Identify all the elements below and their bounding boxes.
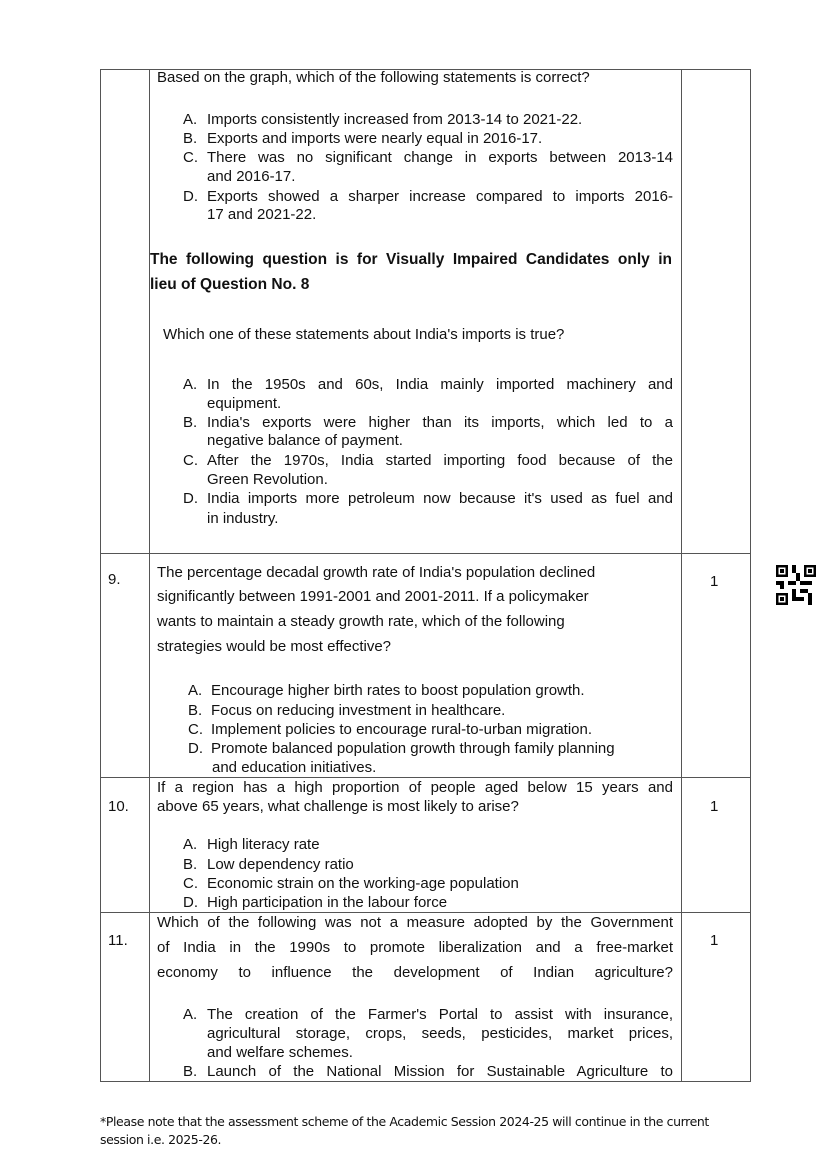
question-number: 11.: [108, 932, 128, 949]
option-letter: C.: [183, 452, 198, 469]
option-letter: B.: [183, 1063, 198, 1080]
vi-note: The following question is for Visually Impaired Candidates only in: [150, 251, 672, 268]
option-letter: B.: [188, 702, 203, 719]
option-letter: B.: [183, 414, 198, 431]
option-text: Economic strain on the working-age population: [207, 875, 519, 892]
row-divider: [100, 912, 751, 913]
q10-stem: If a region has a high proportion of people aged below 15 years and: [157, 779, 673, 796]
option-text: Promote balanced population growth through family planning: [211, 740, 615, 757]
option-text: Implement policies to encourage rural-to-urban migration.: [211, 721, 593, 738]
option-text: Launch of the National Mission for Sustainable Agriculture to: [207, 1063, 673, 1080]
option-letter: D.: [183, 894, 198, 911]
option-letter: B.: [183, 130, 198, 147]
q8-stem: Based on the graph, which of the following statements is correct?: [157, 69, 590, 86]
table-border: [100, 1081, 751, 1082]
question-marks: 1: [710, 932, 719, 949]
q11-stem: of India in the 1990s to promote liberalization and a free-market: [157, 939, 673, 956]
option-text: 17 and 2021-22.: [207, 206, 317, 223]
option-text: High literacy rate: [207, 836, 320, 853]
option-text: agricultural storage, crops, seeds, pesticides, market prices,: [207, 1025, 673, 1042]
option-letter: A.: [183, 376, 198, 393]
option-text: Encourage higher birth rates to boost population growth.: [211, 682, 585, 699]
option-text: and 2016-17.: [207, 168, 296, 185]
option-text: equipment.: [207, 395, 282, 412]
question-number: 10.: [108, 798, 129, 815]
table-border: [681, 69, 682, 1082]
option-text: The creation of the Farmer's Portal to assist with insurance,: [207, 1006, 673, 1023]
option-text: India's exports were higher than its imports, which led to a: [207, 414, 673, 431]
option-text: and welfare schemes.: [207, 1044, 353, 1061]
question-number: 9.: [108, 571, 121, 588]
table-border: [750, 69, 751, 1082]
vi-stem: Which one of these statements about India's imports is true?: [163, 326, 565, 343]
q10-stem: above 65 years, what challenge is most likely to arise?: [157, 798, 519, 815]
option-letter: C.: [183, 875, 198, 892]
row-divider: [100, 777, 751, 778]
option-letter: D.: [188, 740, 203, 757]
option-text: Focus on reducing investment in healthcare.: [211, 702, 506, 719]
q9-stem: strategies would be most effective?: [157, 638, 392, 655]
option-text: India imports more petroleum now because it's used as fuel and: [207, 490, 673, 507]
option-letter: D.: [183, 188, 198, 205]
option-text: Exports showed a sharper increase compared to imports 2016-: [207, 188, 673, 205]
table-border: [149, 69, 150, 1082]
option-text: and education initiatives.: [212, 759, 377, 776]
option-letter: C.: [188, 721, 203, 738]
option-text: in industry.: [207, 510, 279, 527]
option-letter: D.: [183, 490, 198, 507]
qr-code-icon: [776, 565, 816, 605]
option-letter: A.: [183, 1006, 198, 1023]
footer-note: session i.e. 2025-26.: [100, 1132, 222, 1147]
option-letter: A.: [183, 836, 198, 853]
option-text: High participation in the labour force: [207, 894, 448, 911]
option-letter: A.: [183, 111, 198, 128]
option-text: Imports consistently increased from 2013-14 to 2021-22.: [207, 111, 583, 128]
option-text: negative balance of payment.: [207, 432, 403, 449]
q9-stem: The percentage decadal growth rate of India's population declined: [157, 564, 596, 581]
option-letter: A.: [188, 682, 203, 699]
q11-stem: Which of the following was not a measure adopted by the Government: [157, 914, 673, 931]
option-text: Low dependency ratio: [207, 856, 354, 873]
option-text: Green Revolution.: [207, 471, 328, 488]
footer-note: *Please note that the assessment scheme of the Academic Session 2024-25 will continue in the current: [100, 1114, 709, 1129]
q11-stem: economy to influence the development of Indian agriculture?: [157, 964, 673, 981]
row-divider: [100, 553, 751, 554]
option-text: There was no significant change in exports between 2013-14: [207, 149, 673, 166]
vi-note: lieu of Question No. 8: [150, 276, 310, 293]
table-border: [100, 69, 101, 1082]
q9-stem: significantly between 1991-2001 and 2001-2011. If a policymaker: [157, 588, 589, 605]
question-marks: 1: [710, 798, 719, 815]
option-letter: C.: [183, 149, 198, 166]
option-text: After the 1970s, India started importing food because of the: [207, 452, 673, 469]
q9-stem: wants to maintain a steady growth rate, which of the following: [157, 613, 565, 630]
option-text: In the 1950s and 60s, India mainly imported machinery and: [207, 376, 673, 393]
question-marks: 1: [710, 573, 719, 590]
option-letter: B.: [183, 856, 198, 873]
option-text: Exports and imports were nearly equal in 2016-17.: [207, 130, 543, 147]
